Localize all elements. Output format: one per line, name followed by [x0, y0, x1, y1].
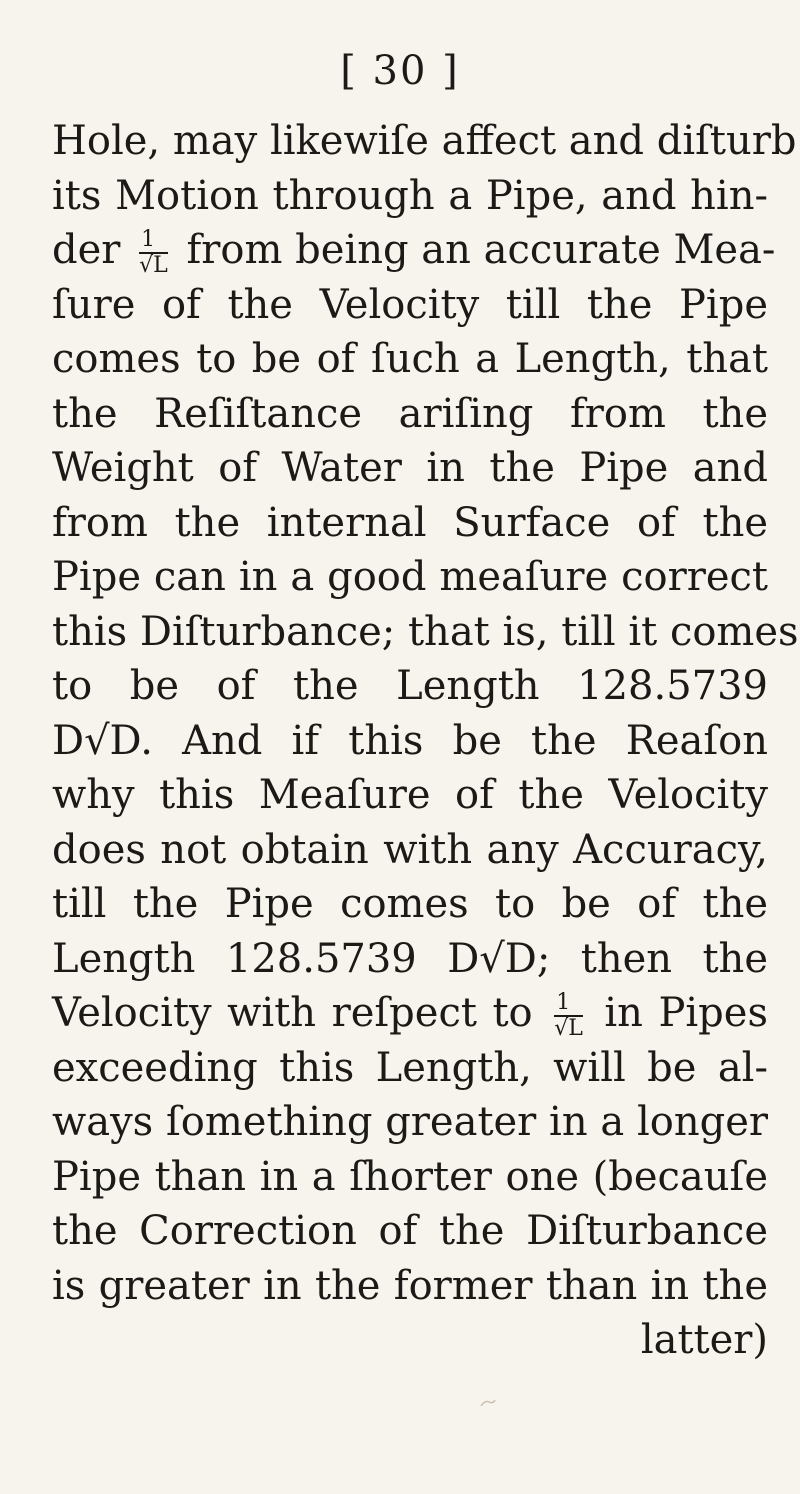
text-line: to be of the Length 128.5739	[52, 663, 768, 709]
reciprocal-root-fraction	[554, 992, 583, 1040]
text-line: this Diſturbance; that is, till it comes	[52, 608, 799, 655]
fraction-numerator: 1	[554, 992, 583, 1017]
text-line: comes to be of ſuch a Length, that	[52, 336, 768, 382]
text-line: exceeding this Length, will be al-	[52, 1044, 768, 1091]
text-line: Hole, may likewiſe affect and diſturb	[52, 118, 797, 164]
text-line: D√D. And if this be the Reaſon	[52, 717, 768, 764]
text-line: Pipe can in a good meaſure correct	[52, 554, 768, 600]
text-line: why this Meaſure of the Velocity	[52, 772, 768, 818]
fraction-numerator: 1	[139, 229, 168, 254]
text-fragment: der	[52, 227, 121, 273]
text-line: ways ſomething greater in a longer	[52, 1099, 768, 1145]
text-line: ſure of the Velocity till the Pipe	[52, 281, 768, 328]
text-line: is greater in the former than in the	[52, 1262, 768, 1309]
text-fragment: in Pipes	[604, 990, 768, 1036]
text-line: the Reſiſtance ariſing from the	[52, 390, 768, 437]
reciprocal-root-fraction	[139, 229, 168, 277]
text-line: does not obtain with any Accuracy,	[52, 826, 768, 873]
text-fragment: from being an accurate Mea-	[186, 227, 776, 273]
text-line	[52, 986, 768, 1041]
fraction-denominator: √L	[554, 1016, 583, 1041]
body-text	[52, 114, 799, 1368]
catchword: latter)	[640, 1317, 768, 1363]
page-number: [ 30 ]	[340, 48, 460, 94]
text-line: till the Pipe comes to be of the	[52, 881, 768, 927]
text-line: Pipe than in a ſhorter one (becauſe	[52, 1153, 768, 1200]
ink-speck-icon	[480, 1398, 496, 1408]
text-line: Length 128.5739 D√D; then the	[52, 935, 768, 982]
text-line: the Correction of the Diſturbance	[52, 1208, 768, 1254]
fraction-denominator: √L	[139, 253, 168, 278]
text-line: from the internal Surface of the	[52, 499, 768, 546]
text-line	[52, 223, 776, 278]
text-line: Weight of Water in the Pipe and	[52, 445, 768, 491]
text-fragment: Velocity with reſpect to	[52, 990, 533, 1036]
text-line: its Motion through a Pipe, and hin-	[52, 172, 768, 219]
